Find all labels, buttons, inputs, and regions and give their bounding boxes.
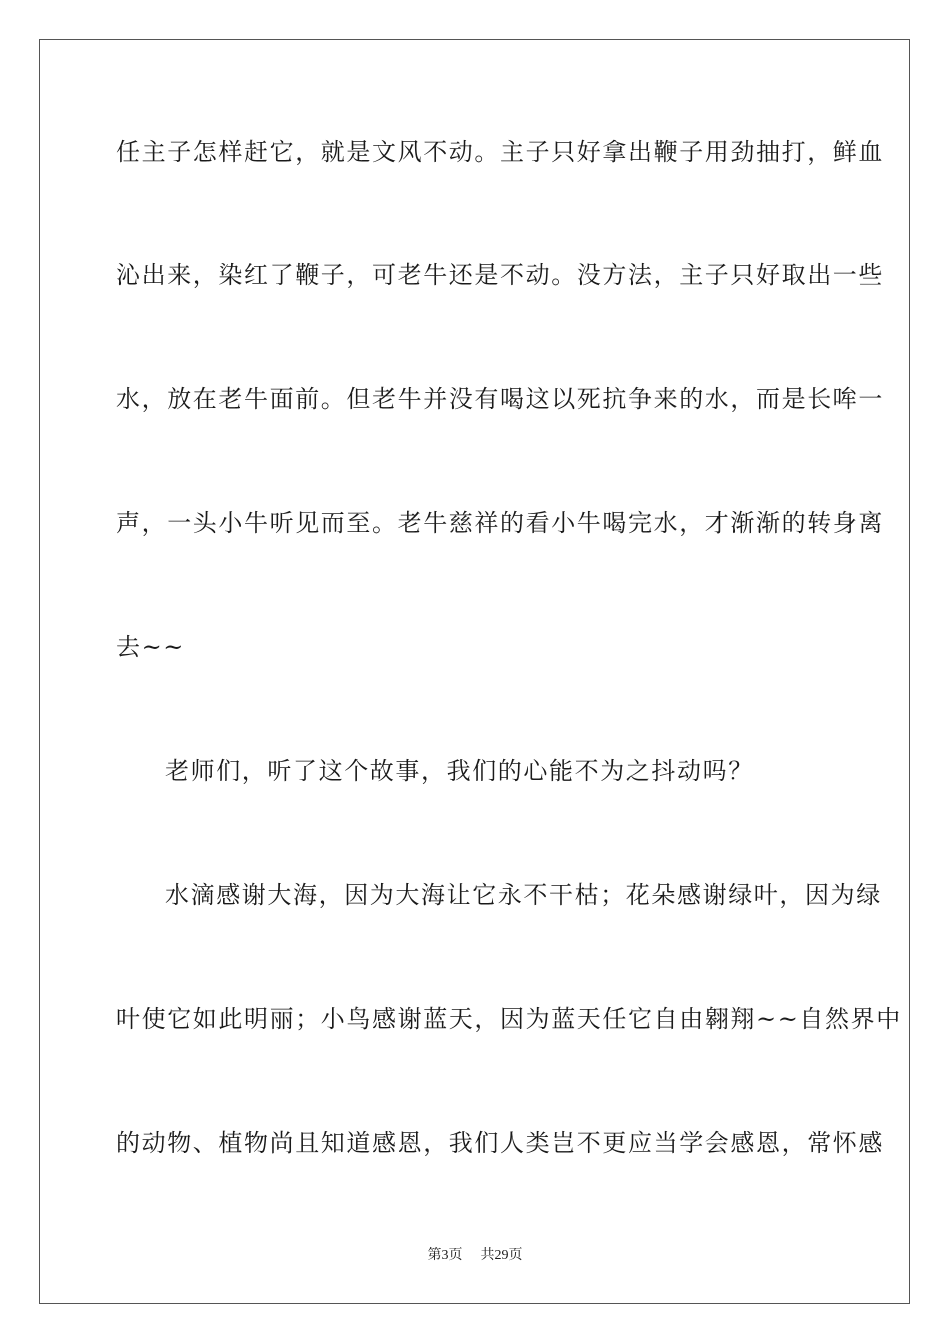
body-line-2: 沁出来，染红了鞭子，可老牛还是不动。没方法，主子只好取出一些 xyxy=(116,261,884,289)
body-line-1: 任主子怎样赶它，就是文风不动。主子只好拿出鞭子用劲抽打，鲜血 xyxy=(116,138,884,166)
page-number: 第3页 xyxy=(427,1248,463,1263)
body-line-3: 水，放在老牛面前。但老牛并没有喝这以死抗争来的水，而是长哞一 xyxy=(116,385,884,413)
body-line-5: 去~~ xyxy=(116,633,186,661)
body-line-9: 的动物、植物尚且知道感恩，我们人类岂不更应当学会感恩，常怀感 xyxy=(116,1129,884,1157)
body-line-6: 老师们，听了这个故事，我们的心能不为之抖动吗？ xyxy=(165,757,754,785)
page-footer xyxy=(0,1247,950,1265)
body-line-4: 声，一头小牛听见而至。老牛慈祥的看小牛喝完水，才渐渐的转身离 xyxy=(116,509,884,537)
body-line-8: 叶使它如此明丽；小鸟感谢蓝天，因为蓝天任它自由翱翔~~自然界中 xyxy=(116,1005,902,1033)
page-frame xyxy=(39,39,910,1304)
body-line-7: 水滴感谢大海，因为大海让它永不干枯；花朵感谢绿叶，因为绿 xyxy=(165,881,882,909)
page-total: 共29页 xyxy=(480,1248,523,1263)
